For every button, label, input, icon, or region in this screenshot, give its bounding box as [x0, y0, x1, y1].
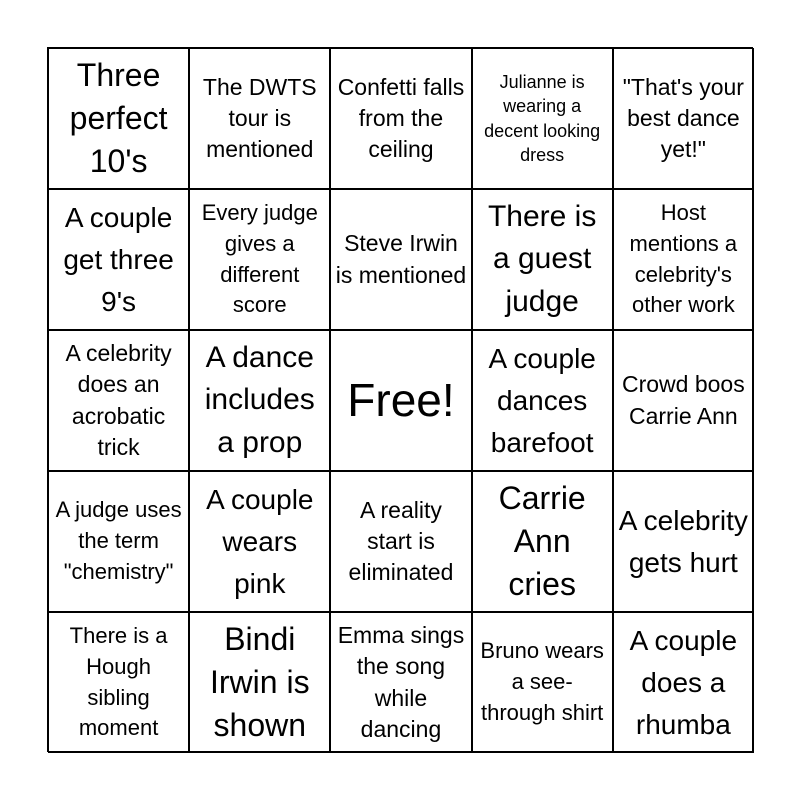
bingo-cell[interactable]: A celebrity gets hurt: [613, 471, 754, 612]
bingo-cell[interactable]: Bindi Irwin is shown: [189, 612, 330, 753]
free-cell[interactable]: Free!: [330, 330, 471, 471]
bingo-cell[interactable]: Host mentions a celebrity's other work: [613, 189, 754, 330]
bingo-cell[interactable]: A celebrity does an acrobatic trick: [48, 330, 189, 471]
bingo-cell[interactable]: Three perfect 10's: [48, 48, 189, 189]
bingo-cell[interactable]: Julianne is wearing a decent looking dress: [472, 48, 613, 189]
bingo-cell[interactable]: A couple dances barefoot: [472, 330, 613, 471]
bingo-cell[interactable]: "That's your best dance yet!": [613, 48, 754, 189]
bingo-cell[interactable]: Bruno wears a see-through shirt: [472, 612, 613, 753]
bingo-cell[interactable]: A judge uses the term "chemistry": [48, 471, 189, 612]
bingo-cell[interactable]: Steve Irwin is mentioned: [330, 189, 471, 330]
bingo-cell[interactable]: A couple does a rhumba: [613, 612, 754, 753]
bingo-cell[interactable]: A couple get three 9's: [48, 189, 189, 330]
bingo-cell[interactable]: Confetti falls from the ceiling: [330, 48, 471, 189]
bingo-cell[interactable]: Emma sings the song while dancing: [330, 612, 471, 753]
bingo-cell[interactable]: There is a Hough sibling moment: [48, 612, 189, 753]
bingo-cell[interactable]: Every judge gives a different score: [189, 189, 330, 330]
bingo-cell[interactable]: Crowd boos Carrie Ann: [613, 330, 754, 471]
bingo-cell[interactable]: A couple wears pink: [189, 471, 330, 612]
bingo-cell[interactable]: The DWTS tour is mentioned: [189, 48, 330, 189]
bingo-cell[interactable]: Carrie Ann cries: [472, 471, 613, 612]
bingo-board: [47, 47, 753, 752]
bingo-cell[interactable]: A dance includes a prop: [189, 330, 330, 471]
bingo-cell[interactable]: There is a guest judge: [472, 189, 613, 330]
bingo-cell[interactable]: A reality start is eliminated: [330, 471, 471, 612]
